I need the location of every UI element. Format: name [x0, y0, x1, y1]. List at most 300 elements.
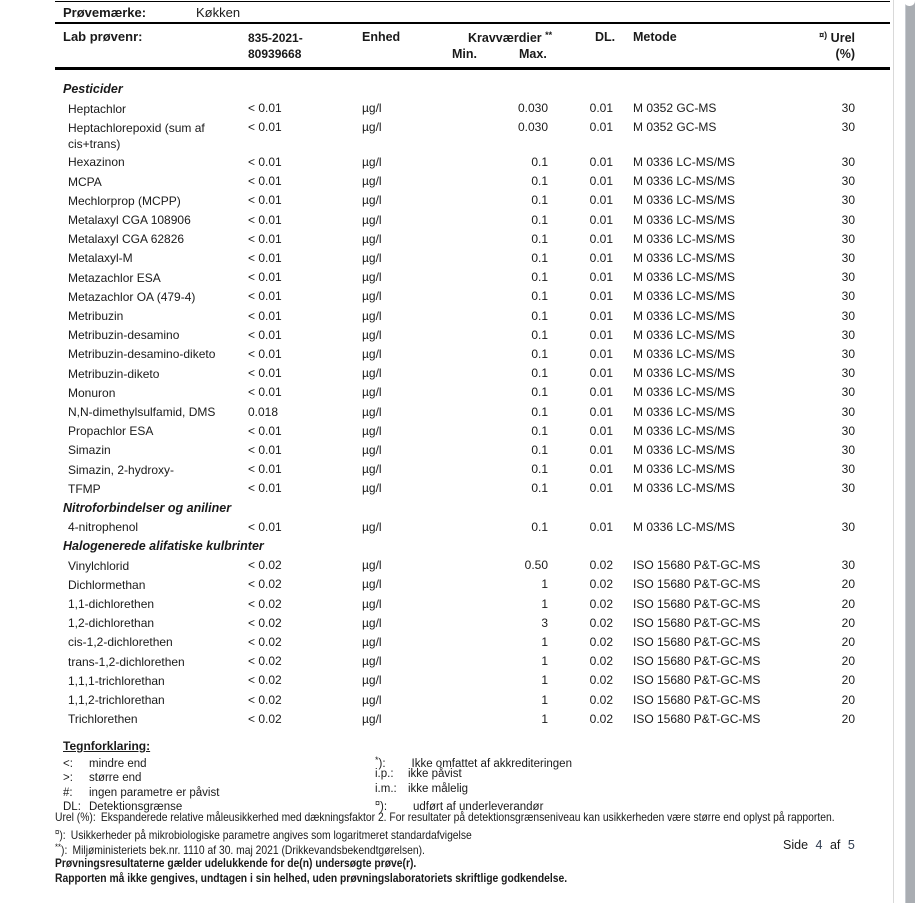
footnote-text: Rapporten må ikke gengives, undtagen i sin helhed, uden prøvningslaboratoriets skriftlige godkendelse.	[55, 870, 568, 885]
table-row	[55, 595, 890, 614]
urel-value: 30	[841, 423, 855, 438]
method-value: M 0336 LC-MS/MS	[633, 193, 736, 208]
max-limit-value: 1	[541, 596, 548, 611]
legend-item	[63, 771, 219, 785]
result-value: < 0.01	[248, 250, 282, 265]
parameter-name: Metribuzin-desamino-diketo	[68, 347, 216, 362]
sample-mark-row	[63, 5, 241, 20]
result-value: < 0.02	[248, 692, 282, 707]
dl-value: 0.01	[589, 366, 613, 381]
sample-mark-label: Prøvemærke:	[63, 5, 147, 20]
footnote-text: Usikkerheder på mikrobiologiske parametre angives som logaritmeret standardafvigelse	[70, 828, 472, 843]
result-value: < 0.01	[248, 101, 282, 116]
legend-item	[375, 796, 572, 813]
parameter-name: Dichlormethan	[68, 577, 146, 592]
legend-text: mindre end	[89, 758, 147, 770]
col-lab-provenr: Lab prøvenr:	[63, 29, 143, 44]
parameter-name: Metalaxyl CGA 62826	[68, 232, 185, 247]
parameter-name: Metribuzin	[68, 309, 124, 324]
dl-value: 0.02	[589, 577, 613, 592]
table-row	[55, 249, 890, 268]
col-kravvaerdier-sup: **	[545, 30, 553, 40]
col-kravvaerdier-text: Kravværdier	[468, 31, 542, 45]
result-value: < 0.02	[248, 577, 282, 592]
unit-value: µg/l	[362, 596, 382, 611]
lab-sample-number	[248, 30, 303, 62]
footnote-label: ):	[61, 843, 68, 858]
dl-value: 0.01	[589, 154, 613, 169]
col-max: Max.	[519, 47, 547, 61]
legend-item	[63, 786, 219, 800]
table-row	[55, 191, 890, 210]
result-value: < 0.02	[248, 711, 282, 726]
col-kravvaerdier	[468, 30, 552, 45]
parameter-name: Metazachlor ESA	[68, 270, 161, 285]
legend-item	[375, 782, 572, 796]
dl-value: 0.01	[589, 308, 613, 323]
dl-value: 0.01	[589, 212, 613, 227]
legend-term: DL:	[63, 800, 81, 813]
dl-value: 0.02	[589, 673, 613, 688]
max-limit-value: 0.1	[531, 442, 548, 457]
legend-text: udført af underleverandør	[413, 800, 544, 813]
max-limit-value: 0.1	[531, 270, 548, 285]
col-enhed: Enhed	[362, 30, 401, 44]
unit-value: µg/l	[362, 404, 382, 419]
urel-value: 30	[841, 154, 855, 169]
max-limit-value: 0.1	[531, 308, 548, 323]
urel-value: 30	[841, 462, 855, 477]
urel-value: 30	[841, 327, 855, 342]
page-current: 4	[815, 838, 823, 852]
urel-value: 30	[841, 231, 855, 246]
footnote-line	[55, 856, 773, 871]
method-value: M 0336 LC-MS/MS	[633, 404, 736, 419]
parameter-name: Monuron	[68, 385, 116, 400]
section-title: Halogenerede alifatiske kulbrinter	[63, 538, 264, 553]
table-row	[55, 345, 890, 364]
max-limit-value: 0.1	[531, 519, 548, 534]
unit-value: µg/l	[362, 327, 382, 342]
table-row	[55, 403, 890, 422]
dl-value: 0.01	[589, 519, 613, 534]
max-limit-value: 0.1	[531, 327, 548, 342]
table-row	[55, 575, 890, 594]
page-side-label: Side	[783, 838, 809, 852]
unit-value: µg/l	[362, 193, 382, 208]
legend-item	[63, 757, 219, 771]
dl-value: 0.01	[589, 346, 613, 361]
legend-term-sup: *	[375, 755, 379, 765]
result-value: < 0.01	[248, 519, 282, 534]
max-limit-value: 1	[541, 654, 548, 669]
urel-value: 20	[841, 654, 855, 669]
unit-value: µg/l	[362, 120, 382, 135]
unit-value: µg/l	[362, 231, 382, 246]
parameter-name: 1,1,2-trichlorethan	[68, 693, 165, 708]
table-top-rule	[55, 67, 890, 70]
method-value: ISO 15680 P&T-GC-MS	[633, 692, 761, 707]
parameter-name: 1,1,1-trichlorethan	[68, 673, 165, 688]
max-limit-value: 0.1	[531, 423, 548, 438]
page-edge-line	[893, 0, 894, 903]
section-title: Nitroforbindelser og aniliner	[63, 500, 232, 515]
legend-term: <:	[63, 758, 73, 770]
unit-value: µg/l	[362, 673, 382, 688]
parameter-name: trans-1,2-dichlorethen	[68, 654, 185, 669]
parameter-name: Heptachlor	[68, 101, 127, 116]
urel-value: 30	[841, 385, 855, 400]
method-value: M 0336 LC-MS/MS	[633, 462, 736, 477]
dl-value: 0.02	[589, 558, 613, 573]
unit-value: µg/l	[362, 366, 382, 381]
page-total: 5	[847, 838, 855, 852]
method-value: M 0336 LC-MS/MS	[633, 250, 736, 265]
result-value: < 0.02	[248, 596, 282, 611]
table-row	[55, 307, 890, 326]
legend-right-column	[375, 753, 572, 813]
unit-value: µg/l	[362, 558, 382, 573]
lab-sample-number-line2: 80939668	[248, 47, 302, 61]
dl-value: 0.01	[589, 231, 613, 246]
parameter-name: MCPA	[68, 174, 102, 189]
urel-value: 30	[841, 366, 855, 381]
dl-value: 0.01	[589, 327, 613, 342]
method-value: M 0336 LC-MS/MS	[633, 231, 736, 246]
lab-sample-number-line1: 835-2021-	[248, 31, 303, 45]
dl-value: 0.02	[589, 654, 613, 669]
result-value: < 0.01	[248, 327, 282, 342]
footnote-text: Prøvningsresultaterne gælder udelukkende for de(n) undersøgte prøve(r).	[55, 855, 417, 870]
urel-value: 30	[841, 558, 855, 573]
dl-value: 0.01	[589, 289, 613, 304]
method-value: ISO 15680 P&T-GC-MS	[633, 673, 761, 688]
urel-value: 30	[841, 308, 855, 323]
unit-value: µg/l	[362, 154, 382, 169]
urel-value: 30	[841, 174, 855, 189]
dl-value: 0.01	[589, 442, 613, 457]
result-value: < 0.02	[248, 654, 282, 669]
col-urel	[819, 30, 855, 45]
urel-value: 20	[841, 577, 855, 592]
table-row	[55, 652, 890, 671]
result-value: < 0.01	[248, 481, 282, 496]
max-limit-value: 0.1	[531, 404, 548, 419]
result-value: < 0.02	[248, 558, 282, 573]
table-row	[55, 326, 890, 345]
unit-value: µg/l	[362, 212, 382, 227]
table-row	[55, 268, 890, 287]
max-limit-value: 0.50	[524, 558, 548, 573]
dl-value: 0.02	[589, 634, 613, 649]
max-limit-value: 0.030	[517, 101, 548, 116]
method-value: ISO 15680 P&T-GC-MS	[633, 558, 761, 573]
legend-text: ikke påvist	[408, 768, 462, 781]
urel-value: 20	[841, 596, 855, 611]
footnote-label: Urel (%):	[55, 810, 96, 824]
result-value: < 0.01	[248, 308, 282, 323]
result-value: < 0.02	[248, 634, 282, 649]
dl-value: 0.02	[589, 615, 613, 630]
max-limit-value: 0.1	[531, 462, 548, 477]
table-header	[0, 27, 915, 67]
table-row	[55, 422, 890, 441]
table-row	[55, 691, 890, 710]
dl-value: 0.01	[589, 193, 613, 208]
urel-value: 30	[841, 250, 855, 265]
col-urel-unit: (%)	[835, 47, 855, 61]
table-row	[55, 614, 890, 633]
legend-text: ingen parametre er påvist	[89, 786, 220, 799]
result-value: < 0.01	[248, 346, 282, 361]
parameter-name: 4-nitrophenol	[68, 520, 139, 535]
max-limit-value: 0.030	[517, 120, 548, 135]
unit-value: µg/l	[362, 289, 382, 304]
col-urel-text: Urel	[830, 31, 855, 45]
col-urel-sup: ¤)	[819, 30, 828, 40]
table-row	[55, 287, 890, 306]
page-of-label: af	[829, 838, 841, 852]
urel-value: 30	[841, 212, 855, 227]
table-row	[55, 383, 890, 402]
results-table-body	[55, 80, 890, 729]
max-limit-value: 0.1	[531, 366, 548, 381]
footnote-line	[55, 825, 773, 843]
result-value: < 0.02	[248, 673, 282, 688]
table-row	[55, 441, 890, 460]
table-row	[55, 460, 890, 479]
result-value: < 0.01	[248, 462, 282, 477]
table-row	[55, 153, 890, 172]
legend-left-column	[63, 757, 219, 814]
max-limit-value: 3	[541, 615, 548, 630]
method-value: M 0336 LC-MS/MS	[633, 385, 736, 400]
method-value: M 0336 LC-MS/MS	[633, 442, 736, 457]
parameter-name: Mechlorprop (MCPP)	[68, 193, 181, 208]
parameter-name: Propachlor ESA	[68, 424, 154, 439]
parameter-name: Metribuzin-diketo	[68, 366, 160, 381]
max-limit-value: 1	[541, 634, 548, 649]
method-value: ISO 15680 P&T-GC-MS	[633, 711, 761, 726]
legend-text: ikke målelig	[408, 782, 469, 795]
result-value: < 0.01	[248, 366, 282, 381]
unit-value: µg/l	[362, 577, 382, 592]
unit-value: µg/l	[362, 634, 382, 649]
legend-title: Tegnforklaring:	[63, 739, 151, 753]
table-row	[55, 230, 890, 249]
max-limit-value: 0.1	[531, 385, 548, 400]
footnote-line	[55, 810, 835, 825]
table-row	[55, 99, 890, 118]
legend-text: Detektionsgrænse	[89, 800, 183, 813]
legend-term: >:	[63, 772, 73, 785]
result-value: < 0.02	[248, 615, 282, 630]
unit-value: µg/l	[362, 101, 382, 116]
dl-value: 0.01	[589, 120, 613, 135]
legend	[63, 739, 863, 813]
urel-value: 30	[841, 519, 855, 534]
unit-value: µg/l	[362, 711, 382, 726]
parameter-name: Metalaxyl CGA 108906	[68, 213, 191, 227]
result-value: < 0.01	[248, 212, 282, 227]
max-limit-value: 1	[541, 577, 548, 592]
method-value: M 0336 LC-MS/MS	[633, 289, 736, 304]
parameter-name: Metribuzin-desamino	[68, 328, 180, 343]
max-limit-value: 0.1	[531, 174, 548, 189]
urel-value: 20	[841, 634, 855, 649]
max-limit-value: 1	[541, 692, 548, 707]
result-value: < 0.01	[248, 193, 282, 208]
result-value: < 0.01	[248, 423, 282, 438]
dl-value: 0.02	[589, 711, 613, 726]
method-value: ISO 15680 P&T-GC-MS	[633, 596, 761, 611]
method-value: ISO 15680 P&T-GC-MS	[633, 615, 761, 630]
top-divider	[55, 1, 890, 2]
max-limit-value: 0.1	[531, 212, 548, 227]
unit-value: µg/l	[362, 308, 382, 323]
footnote-line	[55, 871, 773, 886]
method-value: M 0336 LC-MS/MS	[633, 519, 736, 534]
unit-value: µg/l	[362, 442, 382, 457]
dl-value: 0.01	[589, 423, 613, 438]
urel-value: 20	[841, 692, 855, 707]
unit-value: µg/l	[362, 174, 382, 189]
table-row	[55, 671, 890, 690]
dl-value: 0.01	[589, 270, 613, 285]
legend-term: #:	[63, 786, 73, 799]
result-value: < 0.01	[248, 442, 282, 457]
result-value: < 0.01	[248, 385, 282, 400]
header-divider	[55, 22, 890, 24]
table-row	[55, 118, 890, 153]
urel-value: 30	[841, 120, 855, 135]
table-row	[55, 710, 890, 729]
urel-value: 30	[841, 289, 855, 304]
result-value: < 0.01	[248, 289, 282, 304]
legend-term: i.p.:	[375, 768, 394, 781]
dl-value: 0.01	[589, 481, 613, 496]
method-value: M 0336 LC-MS/MS	[633, 481, 736, 496]
col-metode: Metode	[633, 30, 677, 44]
footnote-text: Miljøministeriets bek.nr. 1110 af 30. maj 2021 (Drikkevandsbekendtgørelsen).	[72, 843, 425, 858]
method-value: M 0336 LC-MS/MS	[633, 423, 736, 438]
method-value: M 0336 LC-MS/MS	[633, 327, 736, 342]
urel-value: 20	[841, 615, 855, 630]
parameter-name: Heptachlorepoxid (sum af cis+trans)	[68, 120, 205, 152]
legend-term-sup: ¤	[375, 797, 381, 808]
urel-value: 30	[841, 101, 855, 116]
scrollbar-track[interactable]	[905, 0, 915, 903]
method-value: M 0336 LC-MS/MS	[633, 212, 736, 227]
unit-value: µg/l	[362, 423, 382, 438]
table-row	[55, 172, 890, 191]
footnote-sup: **	[55, 842, 62, 853]
legend-term: ):	[378, 758, 386, 770]
urel-value: 30	[841, 270, 855, 285]
max-limit-value: 0.1	[531, 193, 548, 208]
method-value: ISO 15680 P&T-GC-MS	[633, 577, 761, 592]
method-value: M 0336 LC-MS/MS	[633, 154, 736, 169]
urel-value: 30	[841, 404, 855, 419]
footnote-line	[55, 840, 773, 858]
result-value: < 0.01	[248, 270, 282, 285]
result-value: 0.018	[248, 404, 279, 419]
urel-value: 30	[841, 346, 855, 361]
section-title: Pesticider	[63, 82, 123, 96]
col-dl: DL.	[595, 30, 616, 44]
result-value: < 0.01	[248, 154, 282, 169]
method-value: ISO 15680 P&T-GC-MS	[633, 634, 761, 649]
legend-term: i.m.:	[375, 782, 397, 795]
footnotes	[55, 810, 890, 886]
method-value: ISO 15680 P&T-GC-MS	[633, 654, 761, 669]
unit-value: µg/l	[362, 462, 382, 477]
table-row	[55, 479, 890, 498]
parameter-name: Metazachlor OA (479-4)	[68, 289, 196, 304]
max-limit-value: 0.1	[531, 481, 548, 496]
dl-value: 0.01	[589, 385, 613, 400]
result-value: < 0.01	[248, 231, 282, 246]
dl-value: 0.01	[589, 174, 613, 189]
max-limit-value: 0.1	[531, 289, 548, 304]
parameter-name: N,N-dimethylsulfamid, DMS	[68, 405, 216, 420]
unit-value: µg/l	[362, 385, 382, 400]
method-value: M 0352 GC-MS	[633, 101, 717, 116]
max-limit-value: 0.1	[531, 231, 548, 246]
legend-item	[375, 753, 572, 770]
legend-term: ):	[380, 800, 388, 813]
page-indicator	[783, 838, 859, 852]
urel-value: 30	[841, 442, 855, 457]
max-limit-value: 0.1	[531, 346, 548, 361]
result-value: < 0.01	[248, 120, 282, 135]
parameter-name: cis-1,2-dichlorethen	[68, 635, 173, 650]
unit-value: µg/l	[362, 481, 382, 496]
dl-value: 0.01	[589, 101, 613, 116]
table-row	[55, 364, 890, 383]
dl-value: 0.01	[589, 250, 613, 265]
method-value: M 0336 LC-MS/MS	[633, 346, 736, 361]
urel-value: 20	[841, 711, 855, 726]
table-row	[55, 211, 890, 230]
method-value: M 0336 LC-MS/MS	[633, 174, 736, 189]
parameter-name: Metalaxyl-M	[68, 251, 133, 266]
dl-value: 0.02	[589, 692, 613, 707]
parameter-name: TFMP	[68, 481, 101, 496]
urel-value: 20	[841, 673, 855, 688]
parameter-name: Simazin, 2-hydroxy-	[68, 462, 175, 477]
parameter-name: Vinylchlorid	[68, 558, 130, 573]
table-row	[55, 556, 890, 575]
footnote-text: Ekspanderede relative måleusikkerhed med dækningsfaktor 2. For resultater på detektionsgrænseniveau kan usikkerheden være større end oplyst på rapporten.	[100, 810, 835, 824]
urel-value: 30	[841, 193, 855, 208]
method-value: M 0352 GC-MS	[633, 120, 717, 135]
method-value: M 0336 LC-MS/MS	[633, 308, 736, 323]
parameter-name: Trichlorethen	[68, 712, 138, 727]
unit-value: µg/l	[362, 519, 382, 534]
max-limit-value: 1	[541, 711, 548, 726]
sample-mark-value: Køkken	[196, 5, 241, 20]
parameter-name: 1,2-dichlorethan	[68, 616, 155, 631]
max-limit-value: 0.1	[531, 250, 548, 265]
unit-value: µg/l	[362, 250, 382, 265]
dl-value: 0.01	[589, 404, 613, 419]
footnote-label: ):	[59, 828, 66, 843]
unit-value: µg/l	[362, 654, 382, 669]
unit-value: µg/l	[362, 346, 382, 361]
parameter-name: Simazin	[68, 443, 111, 458]
parameter-name: 1,1-dichlorethen	[68, 597, 155, 612]
